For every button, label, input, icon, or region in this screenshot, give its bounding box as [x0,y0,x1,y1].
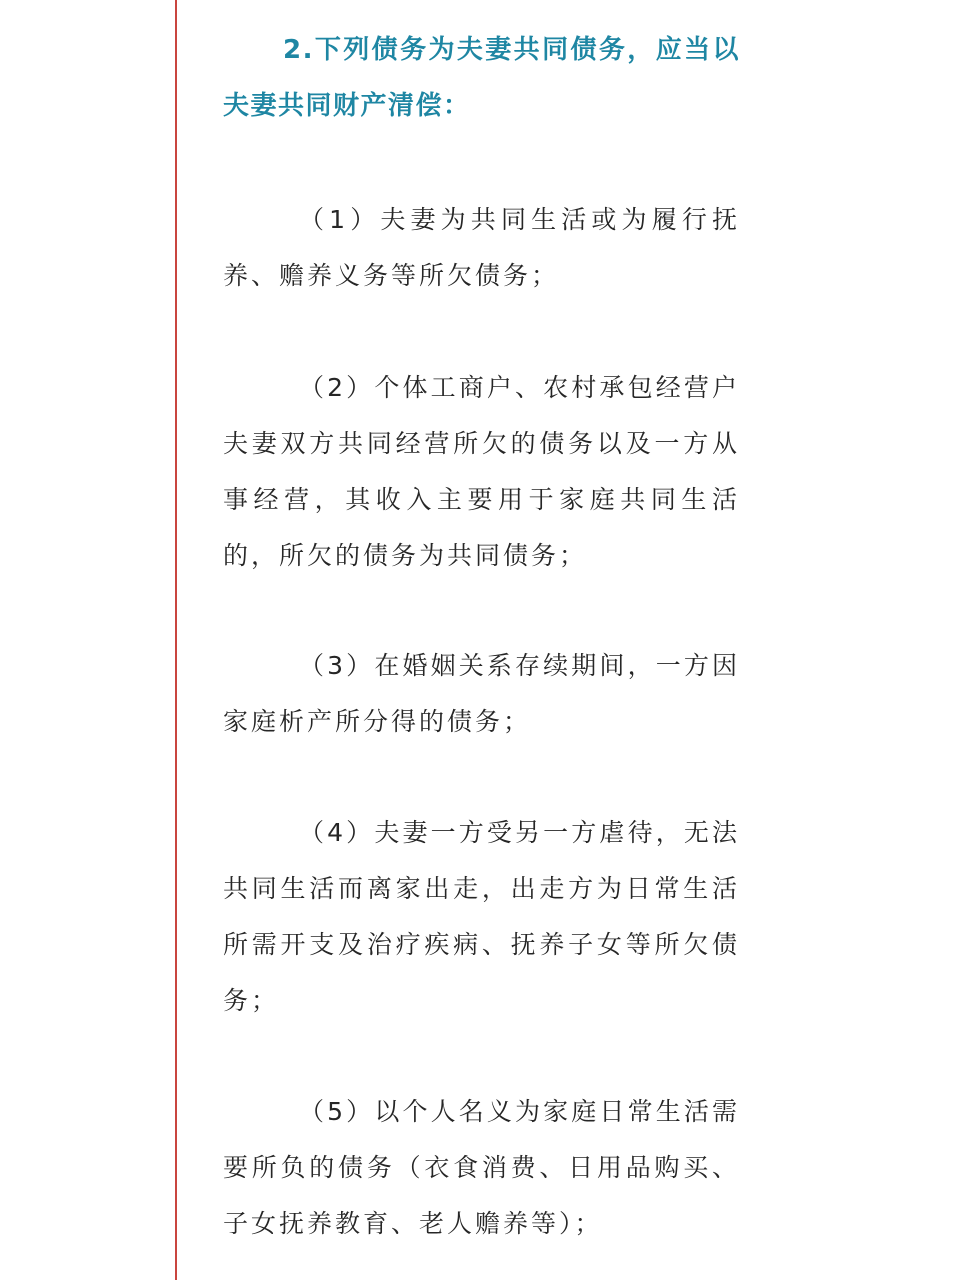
list-item-1: （1）夫妻为共同生活或为履行抚养、赡养义务等所欠债务； [223,205,740,290]
list-item-2: （2）个体工商户、农村承包经营户夫妻双方共同经营所欠的债务以及一方从事经营，其收入主要用于家庭共同生活的，所欠的债务为共同债务； [223,373,740,570]
section-heading: 2.下列债务为夫妻共同债务，应当以夫妻共同财产清偿： [223,35,740,121]
margin-rule-line [175,0,177,1280]
list-item-3: （3）在婚姻关系存续期间，一方因家庭析产所分得的债务； [223,651,740,736]
list-item-4: （4）夫妻一方受另一方虐待，无法共同生活而离家出走，出走方为日常生活所需开支及治疗疾病、抚养子女等所欠债务； [223,818,740,1015]
list-item-5: （5）以个人名义为家庭日常生活需要所负的债务（衣食消费、日用品购买、子女抚养教育、老人赡养等）； [223,1097,740,1238]
